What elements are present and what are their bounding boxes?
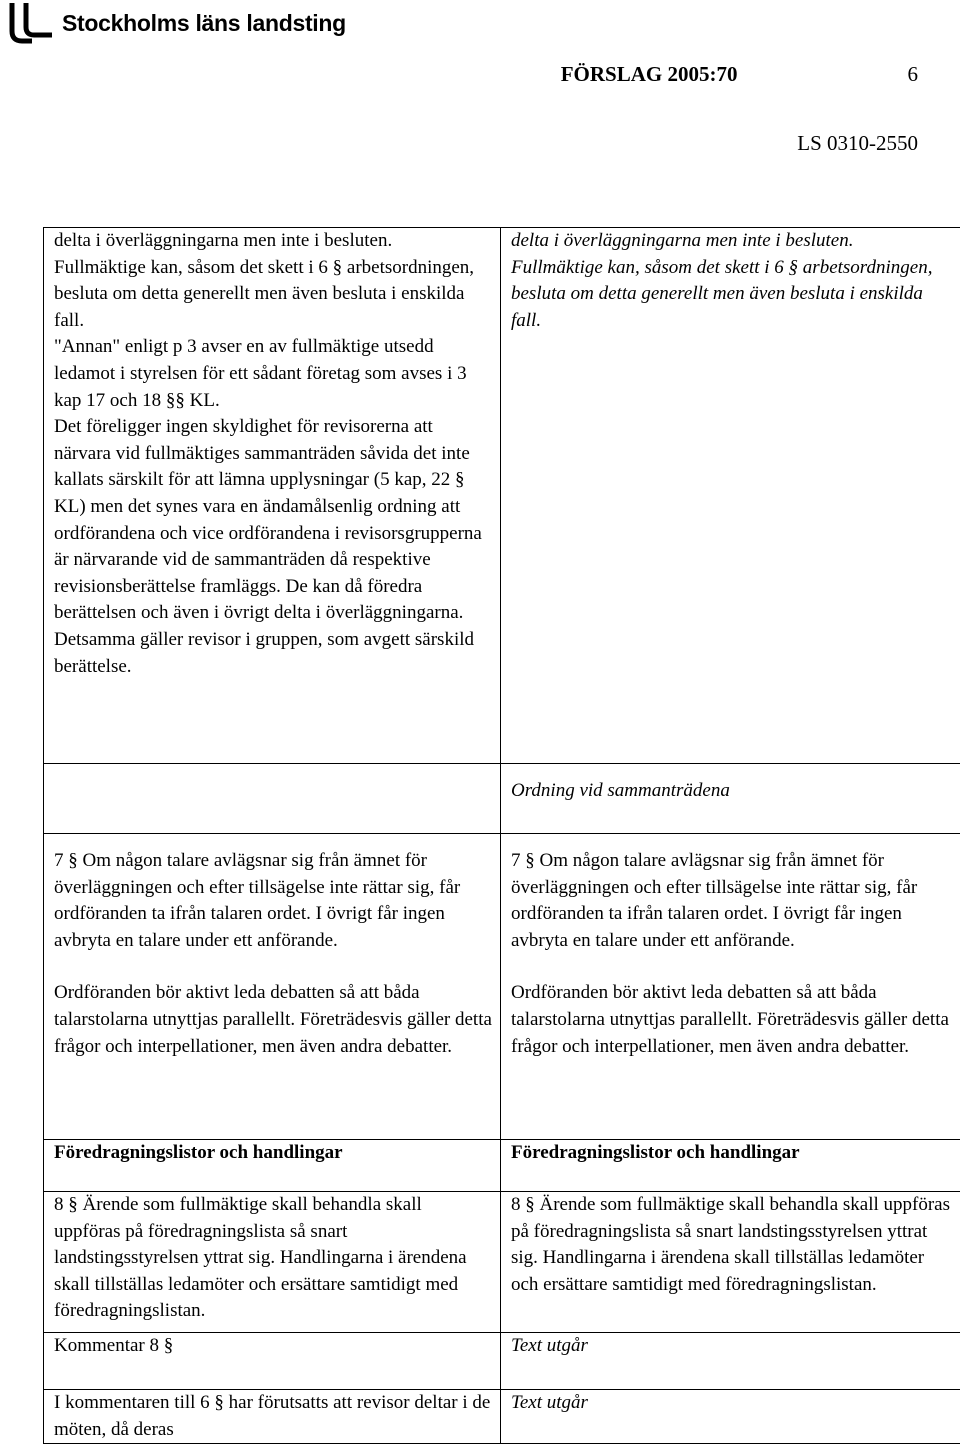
paragraph: Det föreligger ingen skyldighet för revisorerna att närvara vid fullmäktiges sammanträden såvida det inte kallats särskilt för att lämna upplysningar (5 kap, 22 § KL) men det synes vara en ändamålsenlig ordning att ordförandena och vice ordförandena i revisorsgrupperna är närvarande vid de sammanträden då respektive revisionsberättelse framläggs. De kan då föredra berättelsen och även i övrigt delta i överläggningarna. Detsamma gäller revisor i gruppen, som avgett särskild berättelse. xyxy=(54,416,482,677)
paragraph: 8 § Ärende som fullmäktige skall behandla skall uppföras på föredragningslista så snart landstingsstyrelsen yttrat sig. Handlingarna i ärendena skall tillställas ledamöter och ersättare samtidigt med föredragningslistan. xyxy=(501,1192,960,1333)
ls-number: LS 0310-2550 xyxy=(797,131,918,155)
paragraph: Ordföranden bör aktivt leda debatten så att båda talarstolarna utnyttjas parallellt. Företrädesvis gäller detta frågor och interpellationer, men även andra debatter. xyxy=(511,982,949,1057)
paragraph: Fullmäktige kan, såsom det skett i 6 § arbetsordningen, besluta om detta generellt men även besluta i enskilda fall. xyxy=(511,256,933,331)
left-cell xyxy=(44,834,501,1140)
left-cell xyxy=(44,228,501,764)
removed-text-note: Text utgår xyxy=(501,1390,960,1444)
paragraph: Ordföranden bör aktivt leda debatten så att båda talarstolarna utnyttjas parallellt. Företrädesvis gäller detta frågor och interpellationer, men även andra debatter. xyxy=(54,982,492,1057)
doc-ref: FÖRSLAG 2005:70 xyxy=(560,62,738,86)
page-number: 6 xyxy=(907,62,918,86)
paragraph: Fullmäktige kan, såsom det skett i 6 § arbetsordningen, besluta om detta generellt men även besluta i enskilda fall. xyxy=(54,256,475,331)
section-heading: Föredragningslistor och handlingar xyxy=(44,1140,501,1192)
paragraph: 7 § Om någon talare avlägsnar sig från ämnet för överläggningen och efter tillsägelse inte rättar sig, får ordföranden ta ifrån talaren ordet. I övrigt får ingen avbryta en talare under ett anförande. xyxy=(511,850,918,951)
document-reference xyxy=(561,62,918,87)
paragraph: I kommentaren till 6 § har förutsatts att revisor deltar i de möten, då deras xyxy=(44,1390,501,1444)
table-row xyxy=(44,834,960,1140)
org-name: Stockholms läns landsting xyxy=(62,9,346,36)
landsting-logo-icon xyxy=(6,1,56,45)
section-heading: Föredragningslistor och handlingar xyxy=(501,1140,960,1192)
paragraph: delta i överläggningarna men inte i besluten. xyxy=(511,230,854,251)
removed-text-note: Text utgår xyxy=(501,1333,960,1390)
paragraph: "Annan" enligt p 3 avser en av fullmäktige utsedd ledamot i styrelsen för ett sådant företag som avses i 3 kap 17 och 18 §§ KL. xyxy=(54,336,467,411)
paragraph: 8 § Ärende som fullmäktige skall behandla skall uppföras på föredragningslista så snart landstingsstyrelsen yttrat sig. Handlingarna i ärendena skall tillställas ledamöter och ersättare samtidigt med föredragningslistan. xyxy=(44,1192,501,1333)
table-row xyxy=(44,1333,960,1390)
table-row xyxy=(44,1192,960,1333)
section-heading: Ordning vid sammanträdena xyxy=(501,764,960,834)
comparison-table xyxy=(43,227,960,1444)
table-row xyxy=(44,764,960,834)
table-row xyxy=(44,1140,960,1192)
org-logo xyxy=(6,0,346,46)
paragraph: delta i överläggningarna men inte i besluten. xyxy=(54,230,393,251)
table-row xyxy=(44,1390,960,1444)
right-cell xyxy=(501,834,960,1140)
comment-heading: Kommentar 8 § xyxy=(44,1333,501,1390)
table-row xyxy=(44,228,960,764)
paragraph: 7 § Om någon talare avlägsnar sig från ämnet för överläggningen och efter tillsägelse inte rättar sig, får ordföranden ta ifrån talaren ordet. I övrigt får ingen avbryta en talare under ett anförande. xyxy=(54,850,461,951)
left-cell xyxy=(44,764,501,834)
right-cell xyxy=(501,228,960,764)
